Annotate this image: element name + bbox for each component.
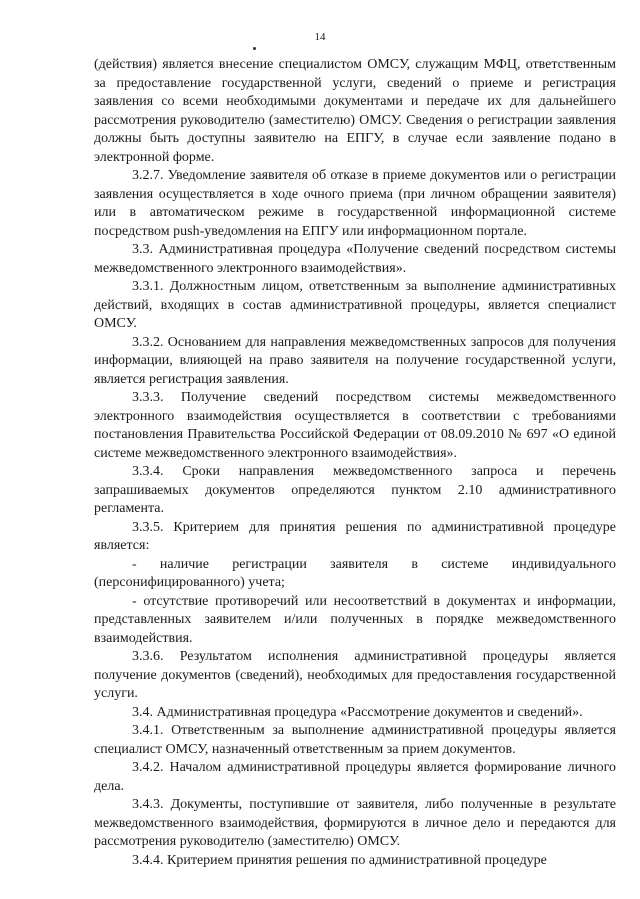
document-body — [94, 56, 616, 870]
paragraph-3-2-7: 3.2.7. Уведомление заявителя об отказе в приеме документов или о регистрации заявления осуществляется в ходе очного приема (при личном обращении заявителя) или в автоматическом режиме в государственной информационной системе посредством push-уведомления на ЕПГУ или информационном портале. — [94, 168, 616, 239]
paragraph-3-3-6: 3.3.6. Результатом исполнения административной процедуры является получение документов (сведений), необходимых для предоставления государственной услуги. — [94, 649, 616, 701]
paragraph-3-3-2: 3.3.2. Основанием для направления межведомственных запросов для получения информации, влияющей на право заявителя на получение государственной услуги, является регистрация заявления. — [94, 334, 616, 387]
list-item-no-contradictions: - отсутствие противоречий или несоответствий в документах и информации, представленных заявителем и/или полученных в порядке межведомственного взаимодействия. — [94, 593, 616, 646]
scan-dot-mark — [253, 47, 256, 50]
paragraph-3-4-1: 3.4.1. Ответственным за выполнение административной процедуры является специалист ОМСУ, назначенный ответственным за прием документов. — [94, 723, 616, 757]
paragraph-3-4: 3.4. Административная процедура «Рассмотрение документов и сведений». — [132, 704, 583, 720]
list-item-registration: - наличие регистрации заявителя в системе индивидуального (персонифицированного) учета; — [94, 556, 616, 590]
paragraph-3-3-5: 3.3.5. Критерием для принятия решения по административной процедуре является: — [94, 519, 616, 553]
paragraph-3-4-2: 3.4.2. Началом административной процедуры является формирование личного дела. — [94, 760, 616, 794]
paragraph-3-3-3: 3.3.3. Получение сведений посредством системы межведомственного электронного взаимодействия осуществляется в соответствии с требованиями постановления Правительства Российской Федерации от 08.09.2010 № 697 «О единой системе межведомственного электронного взаимодействия». — [94, 390, 616, 461]
paragraph-registration-result: (действия) является внесение специалистом ОМСУ, служащим МФЦ, ответственным за предоставление государственной услуги, сведений о приеме и регистрация заявления со всеми необходимыми документами и передаче их для дальнейшего рассмотрения руководителю (заместителю) ОМСУ. Сведения о регистрации заявления должны быть доступны заявителю на ЕПГУ, в случае если заявление подано в электронной форме. — [94, 57, 616, 165]
paragraph-3-4-4: 3.4.4. Критерием принятия решения по административной процедуре — [132, 852, 547, 868]
paragraph-3-3-4: 3.3.4. Сроки направления межведомственного запроса и перечень запрашиваемых документов определяются пунктом 2.10 административного регламента. — [94, 464, 616, 516]
paragraph-3-3-1: 3.3.1. Должностным лицом, ответственным за выполнение административных действий, входящих в состав административной процедуры, является специалист ОМСУ. — [94, 279, 616, 331]
paragraph-3-4-3: 3.4.3. Документы, поступившие от заявителя, либо полученные в результате межведомственного взаимодействия, формируются в личное дело и передаются для рассмотрения руководителю (заместителю) ОМСУ. — [94, 797, 616, 849]
page-number: 14 — [314, 31, 326, 43]
paragraph-3-3: 3.3. Административная процедура «Получение сведений посредством системы межведомственного электронного взаимодействия». — [94, 242, 616, 276]
